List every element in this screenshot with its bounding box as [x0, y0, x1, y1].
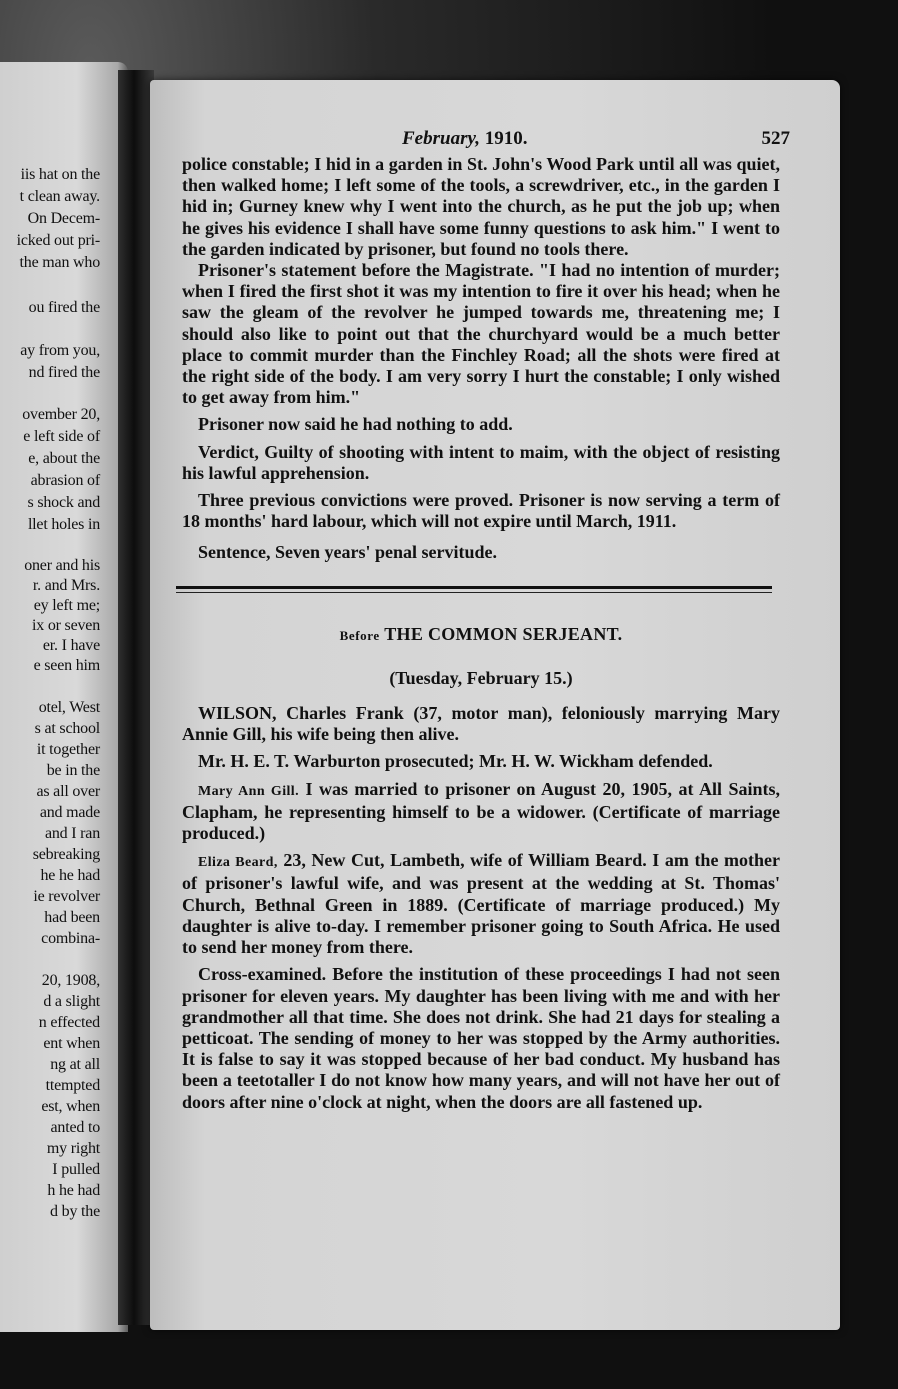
left-page-line: est, when: [41, 1098, 100, 1115]
left-page-line: ent when: [43, 1035, 100, 1052]
left-page-line: nd fired the: [28, 364, 100, 381]
left-page-line: t clean away.: [19, 188, 100, 205]
left-page-line: e seen him: [33, 657, 100, 674]
left-page-line: the man who: [19, 254, 100, 271]
header-year: 1910.: [484, 128, 528, 149]
left-page-line: icked out pri-: [16, 232, 100, 249]
paragraph-police-constable: police constable; I hid in a garden in St. John's Wood Park until all was quiet, then walked home; I left some of the tools, a screwdriver, etc., in the garden I hid in; Gurney knew why I went into the church, as he put the job up; when he gives his evidence I shall have some funny questions to ask him." I went to the garden indicated by prisoner, but found no tools there.: [182, 154, 780, 259]
left-page-line: ey left me;: [33, 597, 100, 614]
page-number: 527: [761, 128, 790, 149]
paragraph-counsel: Mr. H. E. T. Warburton prosecuted; Mr. H. W. Wickham defended.: [198, 751, 713, 772]
main-page: [150, 80, 840, 1330]
header-date: [402, 128, 527, 149]
left-page-line: 20, 1908,: [41, 972, 100, 989]
section-heading: [182, 624, 780, 646]
left-page-line: it together: [36, 741, 100, 758]
paragraph-cross-examined: Cross-examined. Before the institution of these proceedings I had not seen prisoner for eleven years. My daughter has been living with me and with her grandmother all that time. She does not drink. She had 21 days for stealing a petticoat. The sending of money to her was stopped by the Army authorities. It is false to say it was stopped because of her bad conduct. My husband has been a teetotaller I do not know how many years, and will not have her out of doors after nine o'clock at night, when the doors are all fastened up.: [182, 964, 780, 1112]
paragraph-verdict: Verdict, Guilty of shooting with intent to maim, with the object of resisting his lawful apprehension.: [182, 441, 780, 483]
left-page-line: oner and his: [24, 557, 100, 574]
left-page-line: s shock and: [27, 494, 100, 511]
left-page-line: On Decem-: [27, 210, 100, 227]
paragraph-prisoner-statement: Prisoner's statement before the Magistrate. "I had no intention of murder; when I fired the first shot it was my intention to fire it over his head; when he saw the gleam of the revolver he jumped towards me, threatening me; I should also like to point out that the churchyard would be a much better place to commit murder than the Finchley Road; all the shots were fired at the right side of the body. I am very sorry I hurt the constable; I only wished to get away from him.": [182, 260, 780, 408]
left-page-line: anted to: [50, 1119, 100, 1136]
left-page-line: ay from you,: [20, 342, 100, 359]
left-page-line: and I ran: [44, 825, 100, 842]
paragraph-nothing-to-add: Prisoner now said he had nothing to add.: [198, 414, 513, 435]
left-page-line: had been: [44, 909, 100, 926]
left-page-line: ovember 20,: [22, 406, 100, 423]
left-page-line: be in the: [46, 762, 100, 779]
left-page-line: ttempted: [45, 1077, 100, 1094]
left-page-line: I pulled: [52, 1161, 100, 1178]
section-court: THE COMMON SERJEANT.: [384, 623, 623, 644]
left-page-line: he he had: [40, 867, 100, 884]
left-page-line: otel, West: [38, 699, 100, 716]
left-page-line: h he had: [47, 1182, 100, 1199]
book-gutter: [118, 70, 154, 1325]
left-page-line: llet holes in: [27, 516, 100, 533]
left-page-line: my right: [46, 1140, 100, 1157]
section-divider: [176, 586, 772, 596]
left-page-line: r. and Mrs.: [32, 577, 100, 594]
left-page-line: e, about the: [28, 450, 100, 467]
left-page-line: as all over: [36, 783, 100, 800]
paragraph-previous-convictions: Three previous convictions were proved. Prisoner is now serving a term of 18 months' hard labour, which will not expire until March, 1911.: [182, 490, 780, 532]
left-page-line: ie revolver: [33, 888, 100, 905]
running-header: [182, 128, 790, 154]
left-page-line: sebreaking: [32, 846, 100, 863]
header-month: February,: [402, 128, 480, 149]
page-text: [182, 128, 790, 1113]
left-facing-page: [0, 62, 128, 1332]
left-page-line: d a slight: [43, 993, 100, 1010]
paragraph-mary-ann-gill: Mary Ann Gill. I was married to prisoner on August 20, 1905, at All Saints, Clapham, he representing himself to be a widower. (Certificate of marriage produced.): [182, 778, 780, 844]
left-page-line: s at school: [34, 720, 100, 737]
section-before: Before: [339, 627, 380, 643]
left-page-line: ng at all: [50, 1056, 100, 1073]
left-page-line: n effected: [38, 1014, 100, 1031]
paragraph-sentence: Sentence, Seven years' penal servitude.: [198, 542, 497, 563]
left-page-line: e left side of: [23, 428, 100, 445]
witness-name: Eliza Beard,: [198, 855, 278, 871]
paragraph-indictment: WILSON, Charles Frank (37, motor man), feloniously marrying Mary Annie Gill, his wife being then alive.: [182, 703, 780, 745]
section-date: (Tuesday, February 15.): [389, 667, 573, 688]
left-page-line: d by the: [50, 1203, 100, 1220]
witness-name: Mary Ann Gill.: [198, 783, 299, 799]
left-page-line: combina-: [41, 930, 100, 947]
left-page-line: abrasion of: [30, 472, 100, 489]
left-page-line: iis hat on the: [20, 166, 100, 183]
left-page-line: ix or seven: [31, 617, 100, 634]
paragraph-eliza-beard: Eliza Beard, 23, New Cut, Lambeth, wife of William Beard. I am the mother of prisoner's lawful wife, and was present at the wedding at St. Thomas' Church, Bethnal Green in 1889. (Certificate of marriage produced.) My daughter is alive to-day. I remember prisoner going to South Africa. He used to send her money from there.: [182, 850, 780, 958]
left-page-line: er. I have: [42, 637, 100, 654]
left-page-line: and made: [39, 804, 100, 821]
left-page-line: ou fired the: [28, 299, 100, 316]
